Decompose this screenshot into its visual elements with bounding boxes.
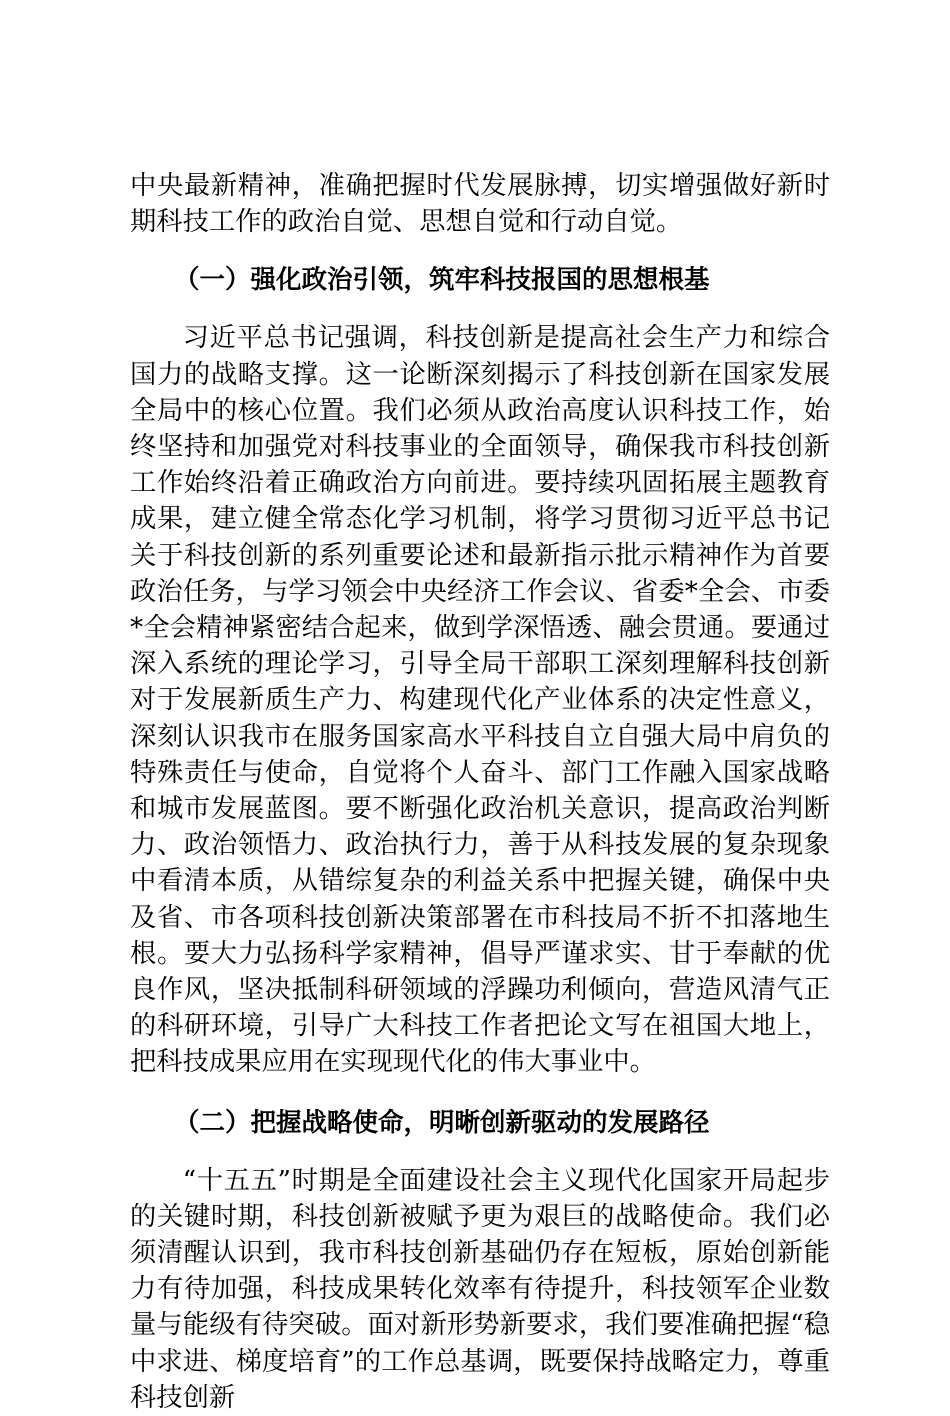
- section-1-paragraph: 习近平总书记强调，科技创新是提高社会生产力和综合国力的战略支撑。这一论断深刻揭示了科技创新在国家发展全局中的核心位置。我们必须从政治高度认识科技工作，始终坚持和加强党对科技事业的全面领导，确保我市科技创新工作始终沿着正确政治方向前进。要持续巩固拓展主题教育成果，建立健全常态化学习机制，将学习贯彻习近平总书记关于科技创新的系列重要论述和最新指示批示精神作为首要政治任务，与学习领会中央经济工作会议、省委*全会、市委*全会精神紧密结合起来，做到学深悟透、融会贯通。要通过深入系统的理论学习，引导全局干部职工深刻理解科技创新对于发展新质生产力、构建现代化产业体系的决定性意义，深刻认识我市在服务国家高水平科技自立自强大局中肩负的特殊责任与使命，自觉将个人奋斗、部门工作融入国家战略和城市发展蓝图。要不断强化政治机关意识，提高政治判断力、政治领悟力、政治执行力，善于从科技发展的复杂现象中看清本质，从错综复杂的利益关系中把握关键，确保中央及省、市各项科技创新决策部署在市科技局不折不扣落地生根。要大力弘扬科学家精神，倡导严谨求实、甘于奉献的优良作风，坚决抵制科研领域的浮躁功利倾向，营造风清气正的科研环境，引导广大科技工作者把论文写在祖国大地上，把科技成果应用在实现现代化的伟大事业中。: [130, 323, 830, 1078]
- document-page: [130, 168, 830, 1416]
- section-2-heading: （二）把握战略使命，明晰创新驱动的发展路径: [174, 1107, 710, 1138]
- intro-paragraph: 中央最新精神，准确把握时代发展脉搏，切实增强做好新时期科技工作的政治自觉、思想自觉和行动自觉。: [130, 171, 830, 238]
- section-1-heading: （一）强化政治引领，筑牢科技报国的思想根基: [174, 265, 710, 296]
- section-2-paragraph: “十五五”时期是全面建设社会主义现代化国家开局起步的关键时期，科技创新被赋予更为艰巨的战略使命。我们必须清醒认识到，我市科技创新基础仍存在短板，原始创新能力有待加强，科技成果转化效率有待提升，科技领军企业数量与能级有待突破。面对新形势新要求，我们要准确把握“稳中求进、梯度培育”的工作总基调，既要保持战略定力，尊重科技创新: [130, 1165, 830, 1413]
